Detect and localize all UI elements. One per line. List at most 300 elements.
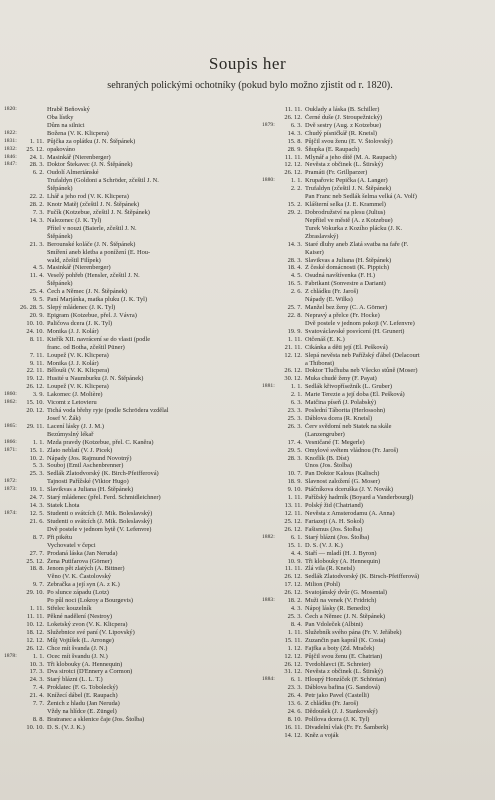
entry-date: 5. 3. bbox=[32, 462, 44, 470]
entry-title: Dobrodružství na plesu (Julius) bbox=[305, 208, 386, 216]
entry-date: 7. 11. bbox=[29, 351, 44, 359]
entry-title: Krupařovic Pepička (A. Langer) bbox=[305, 177, 388, 185]
entry-title: Nápady (E. Wilks) bbox=[305, 296, 353, 304]
entry-title: Bělouši (V. K. Klicpera) bbox=[47, 367, 110, 375]
entry-year bbox=[262, 462, 277, 470]
entry-date: 1. 1. bbox=[290, 177, 302, 185]
entry-year bbox=[262, 558, 277, 566]
entry-date: 21. 4. bbox=[29, 692, 44, 700]
entry-date: 28. 2. bbox=[29, 201, 44, 209]
entry-date: 10. 10. bbox=[26, 319, 44, 327]
entry-year bbox=[4, 257, 19, 265]
entry-row bbox=[4, 486, 247, 494]
entry-date: 1. 11. bbox=[287, 628, 302, 636]
entry-date: 28. 3. bbox=[287, 256, 302, 264]
entry-title: Slavikvas a Juliana (H. Štěpánek) bbox=[47, 486, 134, 494]
entry-year bbox=[262, 423, 277, 431]
entry-row bbox=[262, 708, 492, 716]
entry-title: Sedlák Zlatodvorský (K. Birsch-Pfeifferová) bbox=[305, 573, 420, 581]
entry-title: Dům na silnici bbox=[47, 121, 85, 129]
entry-title: Dva sirotci (D'Ennery a Cormon) bbox=[47, 668, 133, 676]
entry-year bbox=[262, 510, 277, 518]
entry-row bbox=[4, 645, 247, 653]
entry-year bbox=[262, 542, 277, 550]
entry-row bbox=[4, 526, 247, 534]
entry-date bbox=[19, 573, 47, 581]
entry-year: 1822: bbox=[4, 129, 17, 136]
entry-date: 25. 12. bbox=[284, 517, 302, 525]
entry-row bbox=[262, 724, 492, 732]
entry-year bbox=[262, 320, 277, 328]
entry-row bbox=[262, 122, 492, 130]
entry-date: 26. 12. bbox=[284, 660, 302, 668]
entry-row bbox=[4, 502, 247, 510]
entry-row bbox=[262, 280, 492, 288]
entry-row bbox=[262, 502, 492, 510]
entry-year bbox=[262, 106, 277, 114]
entry-year: 1831: bbox=[4, 137, 17, 144]
entry-title: Muži na venek (V. Fridrich) bbox=[305, 597, 377, 605]
entry-year bbox=[262, 257, 277, 265]
entry-date: 15. 1. bbox=[287, 541, 302, 549]
entry-date bbox=[277, 462, 305, 470]
entry-title: Marie Terezie a její doba (El. Pešková) bbox=[305, 391, 405, 399]
entry-title: Ouklady a láska (B. Schiller) bbox=[305, 106, 380, 113]
entry-year bbox=[262, 360, 277, 368]
entry-year bbox=[262, 550, 277, 558]
entry-row bbox=[262, 510, 492, 518]
entry-date: 14. 3. bbox=[29, 216, 44, 224]
entry-date: 21. 11. bbox=[284, 343, 302, 351]
entry-row bbox=[262, 542, 492, 550]
entry-row bbox=[262, 621, 492, 629]
entry-title: Fašismus (Jos. Štolba) bbox=[305, 525, 363, 533]
entry-title: Studenti o svátcích (J. Mik. Boleslavský) bbox=[47, 517, 153, 525]
entry-date: 11. 11. bbox=[26, 613, 44, 620]
entry-year bbox=[262, 375, 277, 383]
entry-row bbox=[262, 423, 492, 431]
entry-year bbox=[262, 439, 277, 447]
entry-row bbox=[4, 573, 247, 581]
entry-row bbox=[262, 296, 492, 304]
entry-title: Nevěsta z občinek (L. Štirský) bbox=[305, 668, 383, 676]
entry-date: 26. 12. bbox=[284, 113, 302, 121]
entry-year bbox=[4, 169, 19, 177]
entry-row bbox=[262, 106, 492, 114]
entry-date: 6. 3. bbox=[290, 399, 302, 407]
entry-date: 24. 6. bbox=[287, 708, 302, 716]
entry-row bbox=[262, 249, 492, 257]
entry-date bbox=[19, 185, 47, 193]
entry-year bbox=[4, 201, 19, 209]
entry-title: opakováno bbox=[47, 145, 76, 153]
entry-year bbox=[262, 732, 277, 740]
entry-title: Tvrdohlavci (E. Schreier) bbox=[305, 660, 371, 668]
entry-year bbox=[4, 280, 19, 288]
entry-date: 24. 10. bbox=[26, 327, 44, 335]
entry-title: Oudolí Almeriánské bbox=[47, 169, 99, 177]
entry-row bbox=[4, 193, 247, 201]
entry-title: Sedlák Zlatodvorský (K. Birch-Pfeifferová) bbox=[47, 470, 159, 478]
right-column bbox=[262, 106, 492, 740]
entry-year: 1883: bbox=[262, 597, 275, 604]
entry-title: Paní Marjánka, matka pluku (J. K. Tyl) bbox=[47, 296, 148, 304]
entry-row bbox=[262, 629, 492, 637]
entry-title: Slavnost založení (G. Moser) bbox=[305, 478, 380, 486]
entry-title: Lacení lásky (J. J. M.) bbox=[47, 422, 104, 430]
entry-year bbox=[262, 645, 277, 653]
entry-year bbox=[262, 114, 277, 122]
entry-date: 11. 4. bbox=[29, 272, 44, 280]
entry-row bbox=[262, 201, 492, 209]
entry-date: 2. 2. bbox=[290, 185, 302, 193]
entry-year bbox=[262, 185, 277, 193]
entry-year bbox=[4, 708, 19, 716]
entry-title: Věno (V. K. Častolovský bbox=[47, 573, 111, 581]
entry-row bbox=[4, 629, 247, 637]
entry-date: 10. 3. bbox=[29, 660, 44, 668]
entry-year: 1866: bbox=[4, 438, 17, 445]
entry-row bbox=[4, 455, 247, 463]
entry-year bbox=[4, 668, 19, 676]
entry-year: 1878: bbox=[4, 652, 17, 659]
entry-date: 1. 1. bbox=[290, 383, 302, 391]
entry-year bbox=[4, 431, 19, 439]
entry-date bbox=[277, 217, 305, 225]
entry-row bbox=[4, 470, 247, 478]
entry-year bbox=[4, 692, 19, 700]
entry-date: 19. 1. bbox=[29, 486, 44, 494]
entry-row bbox=[262, 304, 492, 312]
page-title: Soupis her bbox=[208, 54, 287, 73]
entry-date bbox=[19, 344, 47, 352]
entry-title: Klášterní selka (J. E. Krammel) bbox=[305, 201, 386, 209]
entry-title: Lhář a jeho rod (V. K. Klicpera) bbox=[47, 193, 129, 201]
entry-year bbox=[4, 336, 19, 344]
entry-title: Pan Doktor Kalous (Kalisch) bbox=[305, 470, 380, 478]
entry-row bbox=[262, 312, 492, 320]
entry-row bbox=[4, 597, 247, 605]
entry-row bbox=[4, 423, 247, 431]
entry-year bbox=[4, 589, 19, 597]
entry-row bbox=[4, 288, 247, 296]
entry-year bbox=[262, 367, 277, 375]
entry-row bbox=[4, 447, 247, 455]
entry-title: Proklatec (F. G. Tobolecký) bbox=[47, 684, 118, 692]
entry-year bbox=[262, 407, 277, 415]
entry-date: 9. 7. bbox=[32, 581, 44, 589]
entry-row bbox=[262, 161, 492, 169]
entry-year bbox=[4, 296, 19, 304]
entry-date: 26. 28. 5. bbox=[20, 304, 44, 312]
entry-row bbox=[262, 185, 492, 193]
entry-title: Doktor Tlučhuba neb Všecko stůně (Moser) bbox=[305, 367, 418, 375]
entry-title: Turek Vokurka z Kozího plácku (J. K. bbox=[305, 224, 403, 232]
entry-year bbox=[262, 565, 277, 573]
entry-date: 6. 3. bbox=[290, 121, 302, 129]
entry-year bbox=[262, 518, 277, 526]
entry-row bbox=[4, 249, 247, 257]
entry-year bbox=[262, 344, 277, 352]
entry-row bbox=[4, 320, 247, 328]
entry-row bbox=[4, 130, 247, 138]
entry-title: Statek Lhota bbox=[47, 502, 80, 510]
entry-title: Ženich z hladu (Jan Neruda) bbox=[47, 700, 120, 708]
entry-row bbox=[4, 264, 247, 272]
entry-date: 28. 9. bbox=[287, 145, 302, 153]
entry-year: 1879: bbox=[262, 121, 275, 128]
entry-title: Přítel v nouzi (Baierle, zčeštil J. N. bbox=[47, 224, 137, 232]
entry-date bbox=[277, 249, 305, 257]
entry-title: Dvě postele v jednom pokoji (V. Lefenvre) bbox=[305, 319, 415, 327]
entry-title: Po půl noci (Lokroy a Bourgevis) bbox=[47, 597, 133, 605]
entry-title: Červ svědomí neb Statek na skále bbox=[305, 422, 392, 430]
entry-year bbox=[262, 637, 277, 645]
entry-title: Fabrikant (Sonvestre a Dariant) bbox=[305, 280, 386, 288]
entry-title: Prodaná láska (Jan Neruda) bbox=[47, 549, 118, 557]
entry-title: Nevěsta z Amsterodamu (A. Anna) bbox=[305, 510, 395, 518]
entry-year bbox=[4, 185, 19, 193]
entry-row bbox=[4, 296, 247, 304]
entry-date bbox=[19, 122, 47, 130]
entry-date: 3. 9. bbox=[32, 391, 44, 399]
entry-row bbox=[262, 431, 492, 439]
entry-date bbox=[277, 360, 305, 368]
entry-date: 20. 12. bbox=[26, 407, 44, 415]
entry-title: Fariazeji (A. H. Sokol) bbox=[305, 517, 364, 525]
entry-row bbox=[4, 146, 247, 154]
entry-year bbox=[4, 661, 19, 669]
entry-date bbox=[19, 249, 47, 257]
entry-title: D. S. (V. J. K.) bbox=[47, 723, 85, 731]
entry-title: Vesničané (T. Megerle) bbox=[305, 438, 365, 446]
entry-date: 8. 10. bbox=[287, 715, 302, 723]
entry-title: Ptáčníkova dceruška (J. Y. Novák) bbox=[305, 486, 394, 494]
entry-row bbox=[4, 708, 247, 716]
entry-year bbox=[4, 637, 19, 645]
entry-title: Trufaldyn (Goldoni a Schröder, zčeštil J. N. bbox=[47, 177, 159, 185]
entry-row bbox=[262, 645, 492, 653]
entry-date: 10. 12. bbox=[26, 620, 44, 628]
entry-date: 24. 1. bbox=[29, 153, 44, 161]
entry-row bbox=[4, 225, 247, 233]
entry-title: Fajfka a boty (Zd. Mraček) bbox=[305, 644, 375, 652]
entry-row bbox=[4, 431, 247, 439]
entry-title: Mlynář a jeho dítě (M. A. Raupach) bbox=[305, 153, 397, 161]
entry-title: Půjčil svou ženu (E. V. Štolovský) bbox=[305, 137, 393, 145]
entry-row bbox=[262, 193, 492, 201]
entry-date: 29. 11. bbox=[26, 422, 44, 430]
entry-year bbox=[262, 312, 277, 320]
entry-year bbox=[4, 573, 19, 581]
entry-date: 23. 3. bbox=[287, 684, 302, 692]
entry-row bbox=[4, 328, 247, 336]
entry-row bbox=[262, 589, 492, 597]
entry-title: Po slunce západu (Lotz) bbox=[47, 589, 109, 597]
entry-title: Ocec mít švandu (J. N.) bbox=[47, 652, 108, 660]
entry-row bbox=[262, 637, 492, 645]
entry-year bbox=[262, 280, 277, 288]
entry-year bbox=[4, 320, 19, 328]
entry-row bbox=[4, 605, 247, 613]
entry-title: Slavikvas a Juliana (H. Štěpánek) bbox=[305, 256, 392, 264]
entry-row bbox=[262, 653, 492, 661]
entry-date: 14. 3. bbox=[287, 129, 302, 137]
entry-title: Husité u Naumburku (J. N. Štěpánek) bbox=[47, 375, 144, 383]
entry-title: Paličova dcera (J. K. Tyl) bbox=[47, 319, 113, 327]
entry-row bbox=[4, 185, 247, 193]
entry-title: Omylové světem vládnou (Fr. Jaroš) bbox=[305, 446, 399, 454]
entry-row bbox=[262, 613, 492, 621]
entry-row bbox=[4, 478, 247, 486]
entry-year bbox=[4, 312, 19, 320]
entry-date: 14. 12. bbox=[284, 731, 302, 739]
entry-title: Nápoj lásky (R. Benedix) bbox=[305, 605, 371, 613]
entry-row bbox=[4, 391, 247, 399]
entry-title: Pramáti (Fr. Grillparzer) bbox=[305, 169, 368, 177]
entry-year bbox=[262, 502, 277, 510]
entry-row bbox=[4, 462, 247, 470]
entry-year bbox=[262, 391, 277, 399]
entry-year bbox=[262, 328, 277, 336]
entry-date: 25. 7. bbox=[287, 304, 302, 312]
entry-row bbox=[4, 154, 247, 162]
entry-year bbox=[4, 304, 19, 312]
entry-year bbox=[262, 352, 277, 360]
entry-date: 8. 8. bbox=[32, 715, 44, 723]
entry-date bbox=[19, 415, 47, 423]
entry-year bbox=[262, 684, 277, 692]
entry-year bbox=[4, 565, 19, 573]
entry-year bbox=[262, 241, 277, 249]
entry-title: Pan Franc neb Sedlák šelma velká (A. Volf) bbox=[305, 193, 417, 201]
entry-year bbox=[4, 455, 19, 463]
entry-year bbox=[262, 661, 277, 669]
entry-title: Chce mít švanda (J. N.) bbox=[47, 644, 108, 652]
entry-title: Chudý písničkář (R. Kneisl) bbox=[305, 129, 378, 137]
entry-date: 22. 8. bbox=[287, 311, 302, 319]
entry-date: 10. 2. bbox=[29, 454, 44, 462]
entry-row bbox=[4, 621, 247, 629]
entry-row bbox=[262, 415, 492, 423]
entry-row bbox=[4, 661, 247, 669]
entry-title: (Lanzengruber) bbox=[305, 430, 345, 438]
entry-row bbox=[262, 407, 492, 415]
entry-year bbox=[4, 249, 19, 257]
entry-title: Dvě sestry (Aug. z Kotzebue) bbox=[305, 121, 382, 129]
entry-date bbox=[19, 597, 47, 605]
entry-year: 1874: bbox=[4, 510, 17, 517]
entry-title: Manžel bez ženy (C. A. Görner) bbox=[305, 304, 388, 312]
entry-date: 4. 3. bbox=[290, 605, 302, 613]
entry-year bbox=[262, 193, 277, 201]
entry-date bbox=[19, 225, 47, 233]
entry-year bbox=[262, 724, 277, 732]
entry-title: Štěpánek) bbox=[47, 280, 73, 288]
entry-year bbox=[4, 367, 19, 375]
entry-date: 11. 11. bbox=[284, 106, 302, 113]
entry-title: Štěpánek) bbox=[47, 185, 73, 193]
entry-date: 26. 12. bbox=[284, 573, 302, 581]
entry-title: Oba lístky bbox=[47, 113, 74, 121]
entry-year bbox=[262, 605, 277, 613]
entry-date: 18. 12. bbox=[26, 628, 44, 636]
entry-title: Masinkář (Nierenberger) bbox=[47, 264, 111, 272]
entry-row bbox=[262, 558, 492, 566]
entry-row bbox=[4, 169, 247, 177]
entry-row bbox=[4, 233, 247, 241]
entry-title: Tři klobouky (A. Hennequin) bbox=[305, 557, 381, 565]
entry-title: Štěpánek) bbox=[47, 232, 73, 240]
entry-date: 14. 3. bbox=[287, 240, 302, 248]
entry-year bbox=[4, 344, 19, 352]
entry-year bbox=[4, 383, 19, 391]
entry-year: 1880: bbox=[262, 177, 275, 184]
entry-title: Slepý mládenec (J. K. Tyl) bbox=[47, 304, 116, 312]
entry-row bbox=[4, 257, 247, 265]
entry-title: Polský žid (Chatriand) bbox=[305, 502, 363, 510]
entry-date: 15. 1. bbox=[29, 446, 44, 454]
entry-title: Nalezenec (J. K. Tyl) bbox=[47, 216, 102, 224]
entry-title: Vychovatel v čepci bbox=[47, 541, 96, 549]
entry-row bbox=[262, 257, 492, 265]
entry-date: 2. 1. bbox=[290, 391, 302, 399]
entry-date bbox=[19, 130, 47, 138]
entry-date: 12. 12. bbox=[284, 652, 302, 660]
entry-row bbox=[4, 122, 247, 130]
entry-title: Zbraslavský) bbox=[305, 232, 339, 240]
entry-year bbox=[4, 550, 19, 558]
entry-row bbox=[262, 391, 492, 399]
entry-row bbox=[262, 177, 492, 185]
entry-year: 1860: bbox=[4, 391, 17, 398]
entry-year bbox=[262, 447, 277, 455]
entry-row bbox=[262, 399, 492, 407]
entry-date: 15. 11. bbox=[284, 636, 302, 644]
entry-date: 19. 12. bbox=[26, 375, 44, 383]
entry-date: 11. 11. bbox=[284, 153, 302, 161]
entry-title: Staří — mladí (H. J. Byron) bbox=[305, 549, 377, 557]
entry-row bbox=[262, 676, 492, 684]
entry-date: 12. 12. bbox=[26, 636, 44, 644]
entry-date bbox=[277, 225, 305, 233]
entry-year bbox=[262, 700, 277, 708]
entry-year bbox=[4, 494, 19, 502]
entry-row bbox=[262, 328, 492, 336]
entry-row bbox=[4, 684, 247, 692]
entry-year bbox=[4, 233, 19, 241]
entry-row bbox=[4, 534, 247, 542]
entry-row bbox=[4, 201, 247, 209]
entry-title: Epigram (Kotzebue, přel. J. Vávra) bbox=[47, 311, 137, 319]
entry-row bbox=[4, 383, 247, 391]
entry-row bbox=[262, 375, 492, 383]
entry-year: 1884: bbox=[262, 676, 275, 683]
entry-date: 22. 2. bbox=[29, 193, 44, 201]
entry-title: Dědoušek (J. J. Stankovský) bbox=[305, 708, 378, 716]
entry-date: 12. 12. bbox=[284, 161, 302, 169]
entry-date: 24. 3. bbox=[29, 676, 44, 684]
entry-date: 9. 11. bbox=[29, 359, 44, 367]
entry-year bbox=[262, 470, 277, 478]
entry-year bbox=[4, 209, 19, 217]
entry-year bbox=[262, 573, 277, 581]
entry-row bbox=[4, 558, 247, 566]
entry-row bbox=[262, 439, 492, 447]
entry-year: 1873: bbox=[4, 486, 17, 493]
entry-row bbox=[4, 700, 247, 708]
entry-date: 17. 3. bbox=[29, 668, 44, 676]
